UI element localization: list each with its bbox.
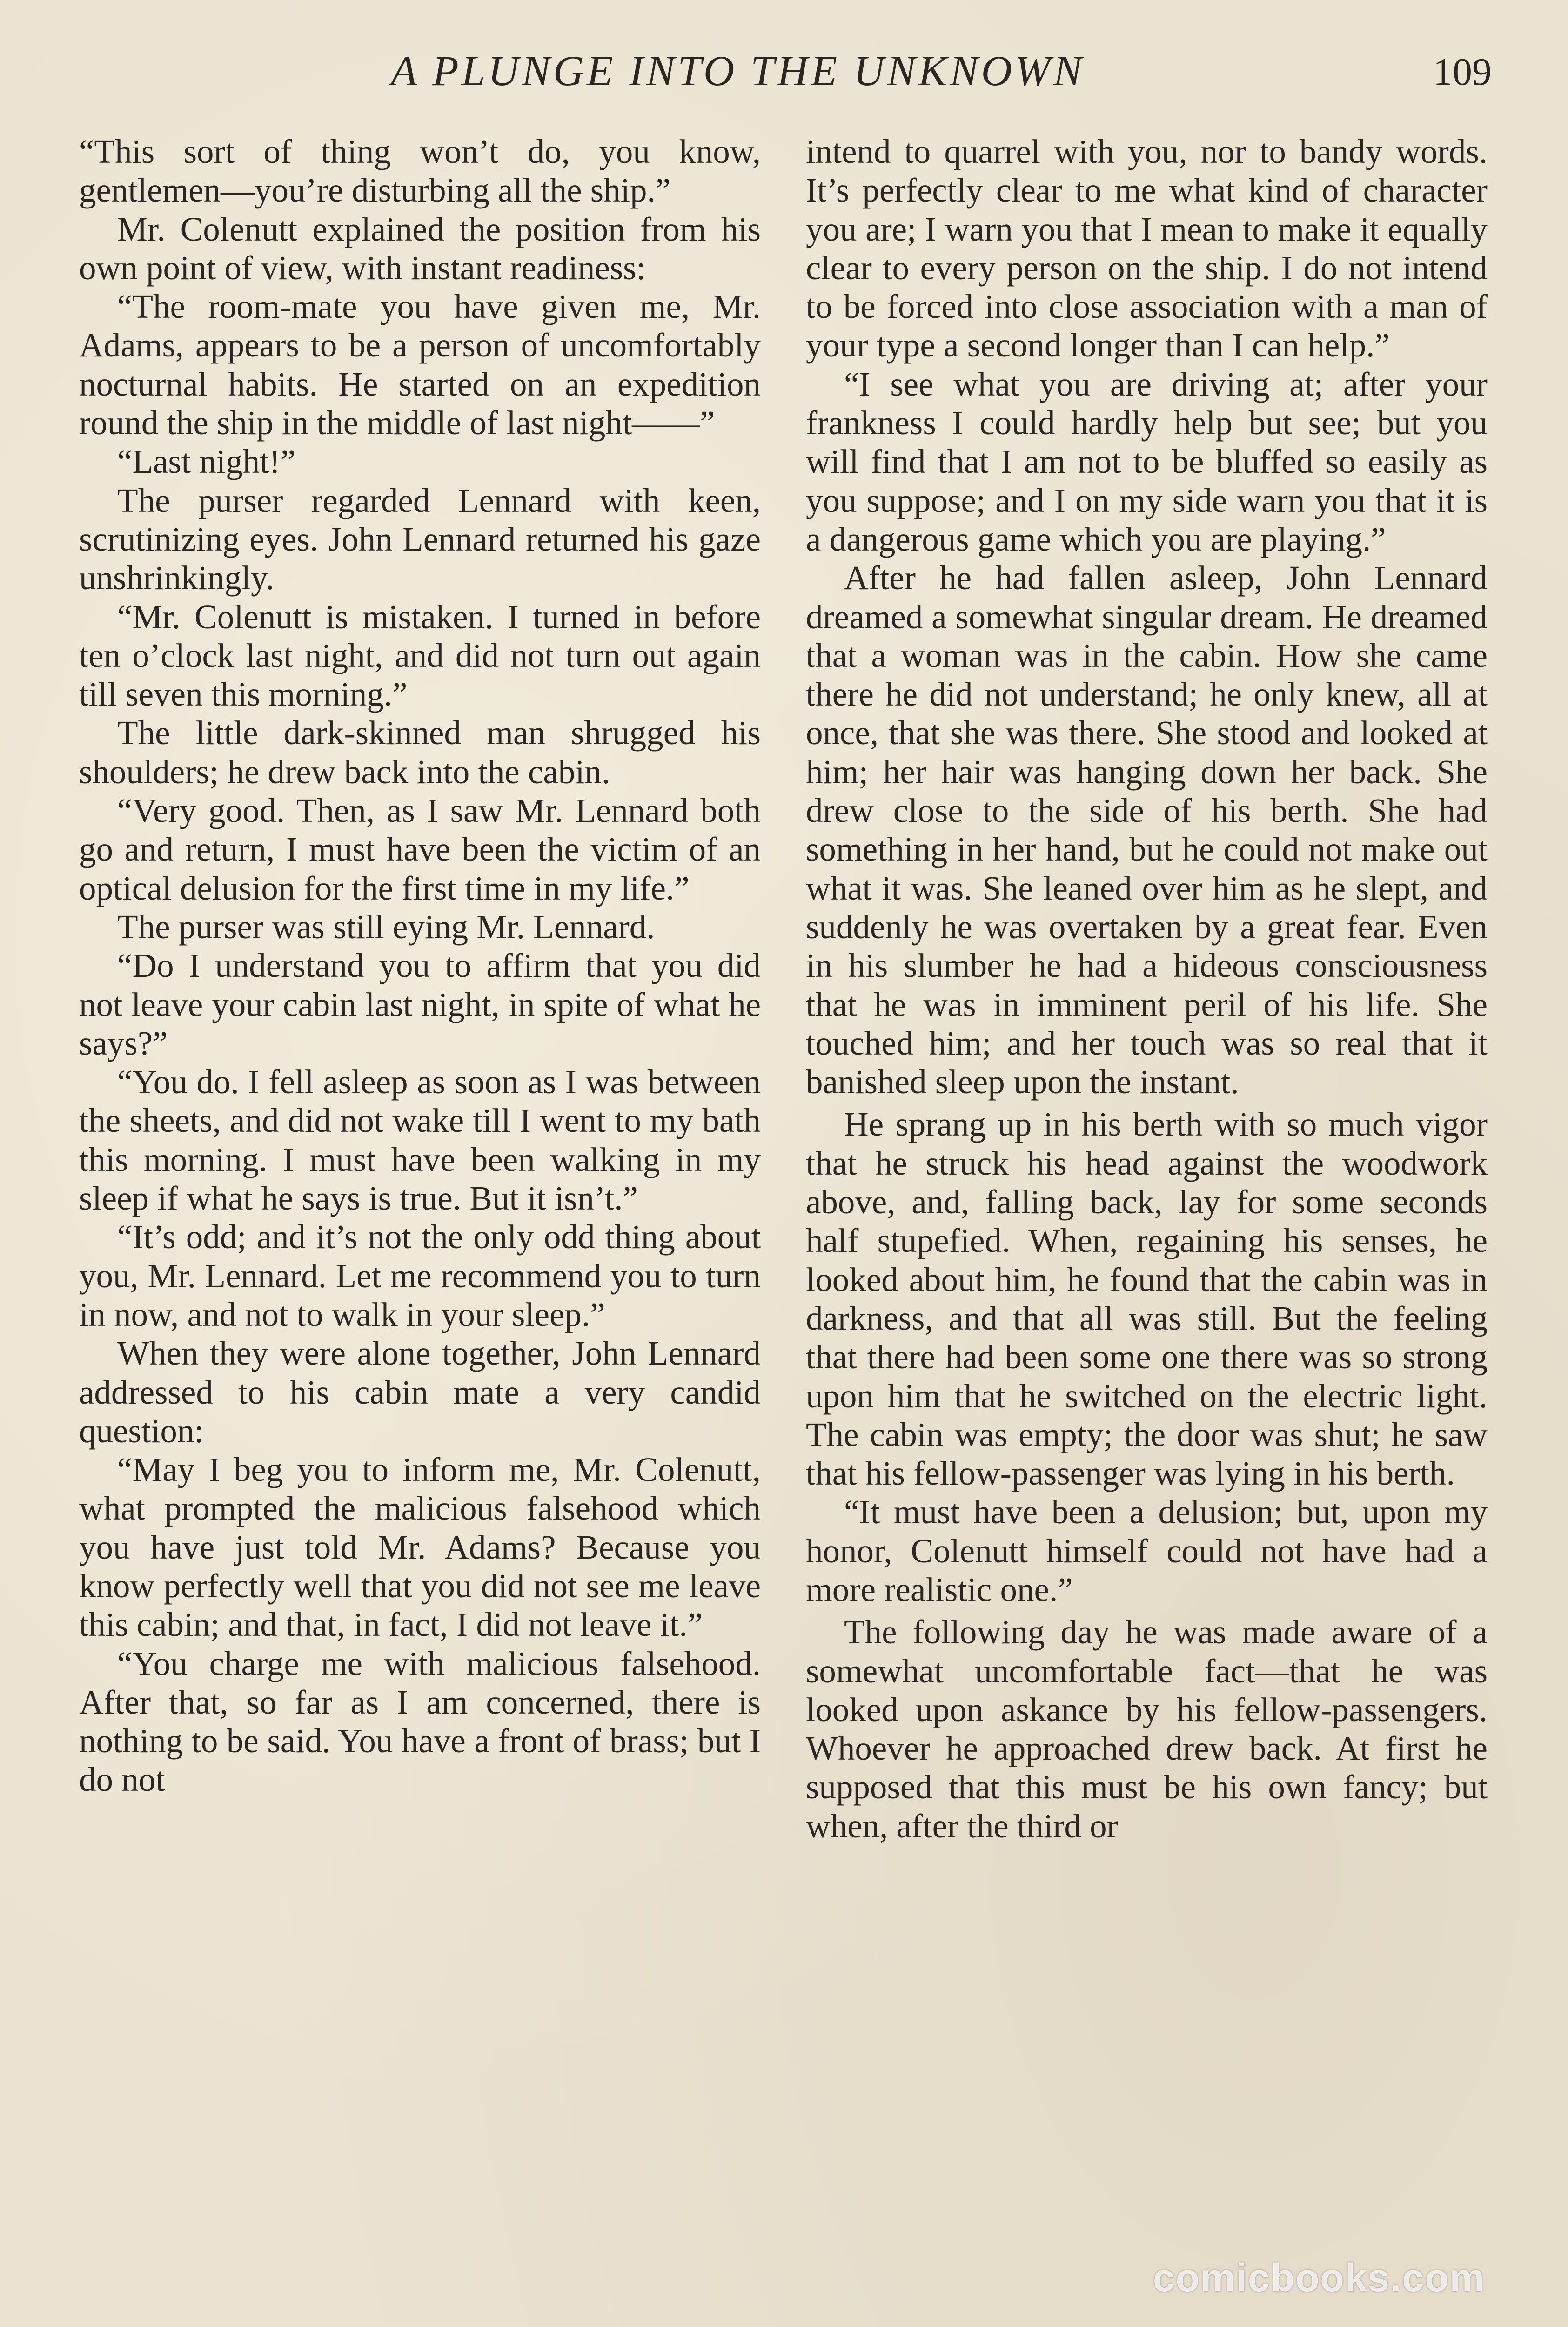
- running-title: A PLUNGE INTO THE UNKNOWN: [391, 47, 1085, 94]
- watermark-logo: comicbooks.com: [1153, 2256, 1486, 2300]
- text-column-right: [806, 132, 1488, 1845]
- page-number: 109: [1433, 50, 1492, 94]
- paragraph: “I see what you are driving at; after your frankness I could hardly help but see; but you will find that I am not to be bluffed so easily as you suppose; and I on my side warn you that it is a dangerous game which you are playing.”: [806, 365, 1488, 558]
- paragraph: “It must have been a delusion; but, upon my honor, Colenutt himself could not have had a more realistic one.”: [806, 1493, 1488, 1608]
- paragraph: intend to quarrel with you, nor to bandy words. It’s perfectly clear to me what kind of character you are; I warn you that I mean to make it equally clear to every person on the ship. I do not intend to be forced into close association with a man of your type a second longer than I can help.”: [806, 133, 1488, 364]
- paragraph: “Do I understand you to affirm that you did not leave your cabin last night, in spite of what he says?”: [79, 947, 761, 1062]
- paragraph: “Last night!”: [117, 443, 296, 481]
- paragraph: He sprang up in his berth with so much vigor that he struck his head against the woodwork above, and, falling back, lay for some seconds half stupefied. When, regaining his senses, he looked about him, he found that the cabin was in darkness, and that all was still. But the feeling that there had been some one there was so strong upon him that he switched on the electric light. The cabin was empty; the door was shut; he saw that his fellow-passenger was lying in his berth.: [806, 1105, 1488, 1493]
- paragraph: “It’s odd; and it’s not the only odd thing about you, Mr. Lennard. Let me recommend you to turn in now, and not to walk in your sleep.”: [79, 1218, 761, 1333]
- paragraph: “You charge me with malicious falsehood. After that, so far as I am concerned, there is nothing to be said. You have a front of brass; but I do not: [79, 1644, 761, 1799]
- paragraph: “Mr. Colenutt is mistaken. I turned in before ten o’clock last night, and did not turn out again till seven this morning.”: [79, 598, 761, 713]
- paragraph: When they were alone together, John Lennard addressed to his cabin mate a very candid question:: [79, 1334, 761, 1450]
- paragraph: “Very good. Then, as I saw Mr. Lennard both go and return, I must have been the victim of an optical delusion for the first time in my life.”: [79, 792, 761, 907]
- paragraph: Mr. Colenutt explained the position from his own point of view, with instant readiness:: [79, 210, 761, 287]
- paragraph: The little dark-skinned man shrugged his shoulders; he drew back into the cabin.: [79, 714, 761, 791]
- paragraph: “May I beg you to inform me, Mr. Colenutt, what prompted the malicious falsehood which you have just told Mr. Adams? Because you know perfectly well that you did not see me leave this cabin; and that, in fact, I did not leave it.”: [79, 1451, 761, 1644]
- paragraph: After he had fallen asleep, John Lennard dreamed a somewhat singular dream. He dreamed that a woman was in the cabin. How she came there he did not understand; he only knew, all at once, that she was there. She stood and looked at him; her hair was hanging down her back. She drew close to the side of his berth. She had something in her hand, but he could not make out what it was. She leaned over him as he slept, and suddenly he was overtaken by a great fear. Even in his slumber he had a hideous consciousness that he was in imminent peril of his life. She touched him; and her touch was so real that it banished sleep upon the instant.: [806, 559, 1488, 1101]
- paragraph: The purser regarded Lennard with keen, scrutinizing eyes. John Lennard returned his gaze unshrinkingly.: [79, 481, 761, 597]
- paragraph: “You do. I fell asleep as soon as I was between the sheets, and did not wake till I went to my bath this morning. I must have been walking in my sleep if what he says is true. But it isn’t.”: [79, 1063, 761, 1217]
- paragraph: “The room-mate you have given me, Mr. Adams, appears to be a person of uncomfortably nocturnal habits. He started on an expedition round the ship in the middle of last night——”: [79, 288, 761, 442]
- text-column-left: [79, 132, 761, 1799]
- paragraph: “This sort of thing won’t do, you know, gentlemen—you’re disturbing all the ship.”: [79, 133, 761, 209]
- paragraph: The purser was still eying Mr. Lennard.: [117, 908, 655, 946]
- paragraph: The following day he was made aware of a somewhat uncomfortable fact—that he was looked upon askance by his fellow-passengers. Whoever he approached drew back. At first he supposed that this must be his own fancy; but when, after the third or: [806, 1613, 1488, 1845]
